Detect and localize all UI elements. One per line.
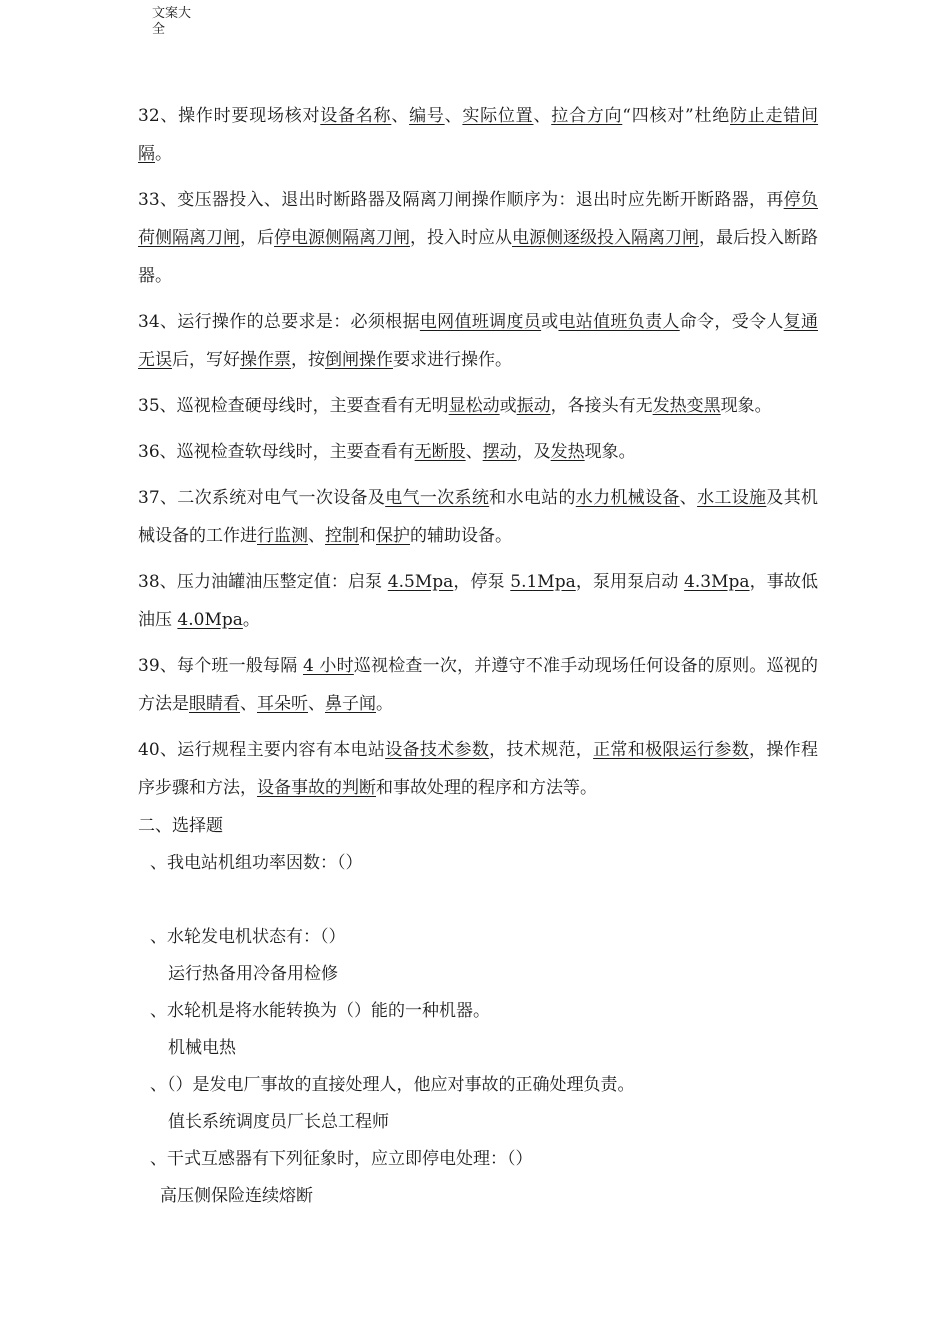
- item-text: 37、二次系统对电气一次设备及: [138, 488, 386, 508]
- item-text: 要求进行操作。: [393, 350, 512, 370]
- answer-blank: 4 小时: [303, 656, 354, 676]
- fill-in-item: [138, 181, 818, 295]
- choice-question: 、水轮机是将水能转换为（）能的一种机器。: [150, 1001, 490, 1021]
- answer-blank: 4.3Mpa: [684, 572, 750, 592]
- item-text: 现象。: [720, 396, 772, 416]
- answer-blank: 正常和极限运行参数: [593, 740, 750, 760]
- answer-blank: 发热变黑: [652, 396, 721, 416]
- item-text: ，泵用泵启动: [575, 572, 685, 592]
- answer-blank: 复通无误: [138, 312, 819, 370]
- answer-blank: 控制: [325, 526, 359, 546]
- item-text: ，停泵: [453, 572, 511, 592]
- item-text: 38、压力油罐油压整定值：启泵: [138, 572, 388, 592]
- answer-blank: 摆动: [482, 442, 517, 462]
- fill-in-items: [138, 97, 818, 807]
- answer-blank: 振动: [516, 396, 551, 416]
- choice-question: 、我电站机组功率因数：（）: [150, 853, 363, 873]
- answer-blank: 耳朵听: [257, 694, 308, 714]
- answer-blank: 无断股: [414, 442, 466, 462]
- answer-blank: 行监测: [257, 526, 308, 546]
- item-text: 或: [541, 312, 559, 332]
- choice-options: 高压侧保险连续熔断: [160, 1186, 313, 1206]
- item-text: ，后: [240, 228, 274, 248]
- item-text: 或: [499, 396, 517, 416]
- choice-question: 、水轮发电机状态有：（）: [150, 927, 346, 947]
- answer-blank: 拉合方向: [551, 106, 623, 126]
- item-text: 和: [359, 526, 376, 546]
- answer-blank: 编号: [409, 106, 445, 126]
- answer-blank: 操作票: [240, 350, 291, 370]
- item-text: ，及: [516, 442, 551, 462]
- item-text: 39、每个班一般每隔: [138, 656, 304, 676]
- answer-blank: 停负荷侧隔离刀闸: [138, 190, 818, 248]
- item-text: 。: [155, 144, 172, 164]
- answer-blank: 防止走错间隔: [138, 106, 819, 164]
- answer-blank: 实际位置: [462, 106, 534, 126]
- item-text: 35、巡视检查硬母线时，主要查看有无明: [138, 396, 449, 416]
- item-text: 、: [391, 106, 410, 126]
- item-text: ，事故低油压: [138, 572, 819, 630]
- item-text: 巡视检查一次，并遵守不准手动现场任何设备的原则。巡视的方法是: [138, 656, 818, 714]
- fill-in-item: [138, 563, 818, 639]
- answer-blank: 电源侧逐级投入隔离刀闸: [512, 228, 699, 248]
- answer-blank: 设备技术参数: [385, 740, 490, 760]
- answer-blank: 水力机械设备: [575, 488, 680, 508]
- fill-in-item: [138, 387, 818, 425]
- item-text: 及其机械设备的工作进: [138, 488, 819, 546]
- item-text: 、: [444, 106, 463, 126]
- answer-blank: 水工设施: [697, 488, 767, 508]
- item-text: 32、操作时要现场核对: [138, 106, 321, 126]
- choice-options: 机械电热: [168, 1038, 236, 1058]
- item-text: “四核对”杜绝: [622, 106, 730, 126]
- item-text: 、: [308, 526, 325, 546]
- item-text: ，投入时应从: [410, 228, 512, 248]
- answer-blank: 鼻子闻: [325, 694, 376, 714]
- item-text: 、: [308, 694, 325, 714]
- item-text: 、: [240, 694, 257, 714]
- item-text: 34、运行操作的总要求是：必须根据: [138, 312, 420, 332]
- item-text: 。: [376, 694, 393, 714]
- choice-question: 、（）是发电厂事故的直接处理人，他应对事故的正确处理负责。: [150, 1075, 635, 1095]
- fill-in-item: [138, 433, 818, 471]
- item-text: ，操作程序步骤和方法，: [138, 740, 819, 798]
- item-text: 和事故处理的程序和方法等。: [376, 778, 597, 798]
- item-text: 33、变压器投入、退出时断路器及隔离刀闸操作顺序为：退出时应先断开断路器，再: [138, 190, 784, 210]
- choice-questions: [138, 845, 818, 1215]
- item-text: 、: [533, 106, 552, 126]
- fill-in-item: [138, 479, 818, 555]
- choice-options: 值长系统调度员厂长总工程师: [168, 1112, 389, 1132]
- item-text: 命令，受令人: [679, 312, 784, 332]
- choice-question: 、干式互感器有下列征象时，应立即停电处理：（）: [150, 1149, 533, 1169]
- item-text: ，按: [291, 350, 325, 370]
- item-text: 、: [465, 442, 483, 462]
- page-header: 文案大全: [152, 6, 192, 37]
- item-text: 和水电站的: [489, 488, 576, 508]
- answer-blank: 4.0Mpa: [177, 610, 243, 630]
- item-text: 36、巡视检查软母线时，主要查看有: [138, 442, 415, 462]
- choice-options: 运行热备用冷备用检修: [168, 964, 338, 984]
- answer-blank: 设备名称: [320, 106, 392, 126]
- fill-in-item: [138, 303, 818, 379]
- item-text: 的辅助设备。: [410, 526, 512, 546]
- fill-in-item: [138, 731, 818, 807]
- answer-blank: 电气一次系统: [385, 488, 490, 508]
- fill-in-item: [138, 97, 818, 173]
- item-text: 、: [679, 488, 698, 508]
- answer-blank: 4.5Mpa: [387, 572, 454, 592]
- item-text: 。: [242, 610, 260, 630]
- answer-blank: 设备事故的判断: [257, 778, 376, 798]
- document-body: [138, 97, 818, 1215]
- item-text: 40、运行规程主要内容有本电站: [138, 740, 386, 760]
- item-text: 现象。: [584, 442, 636, 462]
- answer-blank: 电站值班负责人: [558, 312, 680, 332]
- answer-blank: 保护: [376, 526, 410, 546]
- fill-in-item: [138, 647, 818, 723]
- answer-blank: 5.1Mpa: [510, 572, 576, 592]
- item-text: ，各接头有无: [550, 396, 653, 416]
- answer-blank: 发热: [550, 442, 585, 462]
- item-text: 后，写好: [172, 350, 240, 370]
- answer-blank: 眼睛看: [189, 694, 240, 714]
- section-title: 二、选择题: [138, 816, 223, 836]
- answer-blank: 显松动: [448, 396, 500, 416]
- answer-blank: 停电源侧隔离刀闸: [274, 228, 410, 248]
- item-text: ，最后投入断路器。: [138, 228, 818, 286]
- answer-blank: 电网值班调度员: [419, 312, 542, 332]
- answer-blank: 倒闸操作: [325, 350, 393, 370]
- blank-line: [138, 882, 818, 919]
- item-text: ，技术规范，: [489, 740, 594, 760]
